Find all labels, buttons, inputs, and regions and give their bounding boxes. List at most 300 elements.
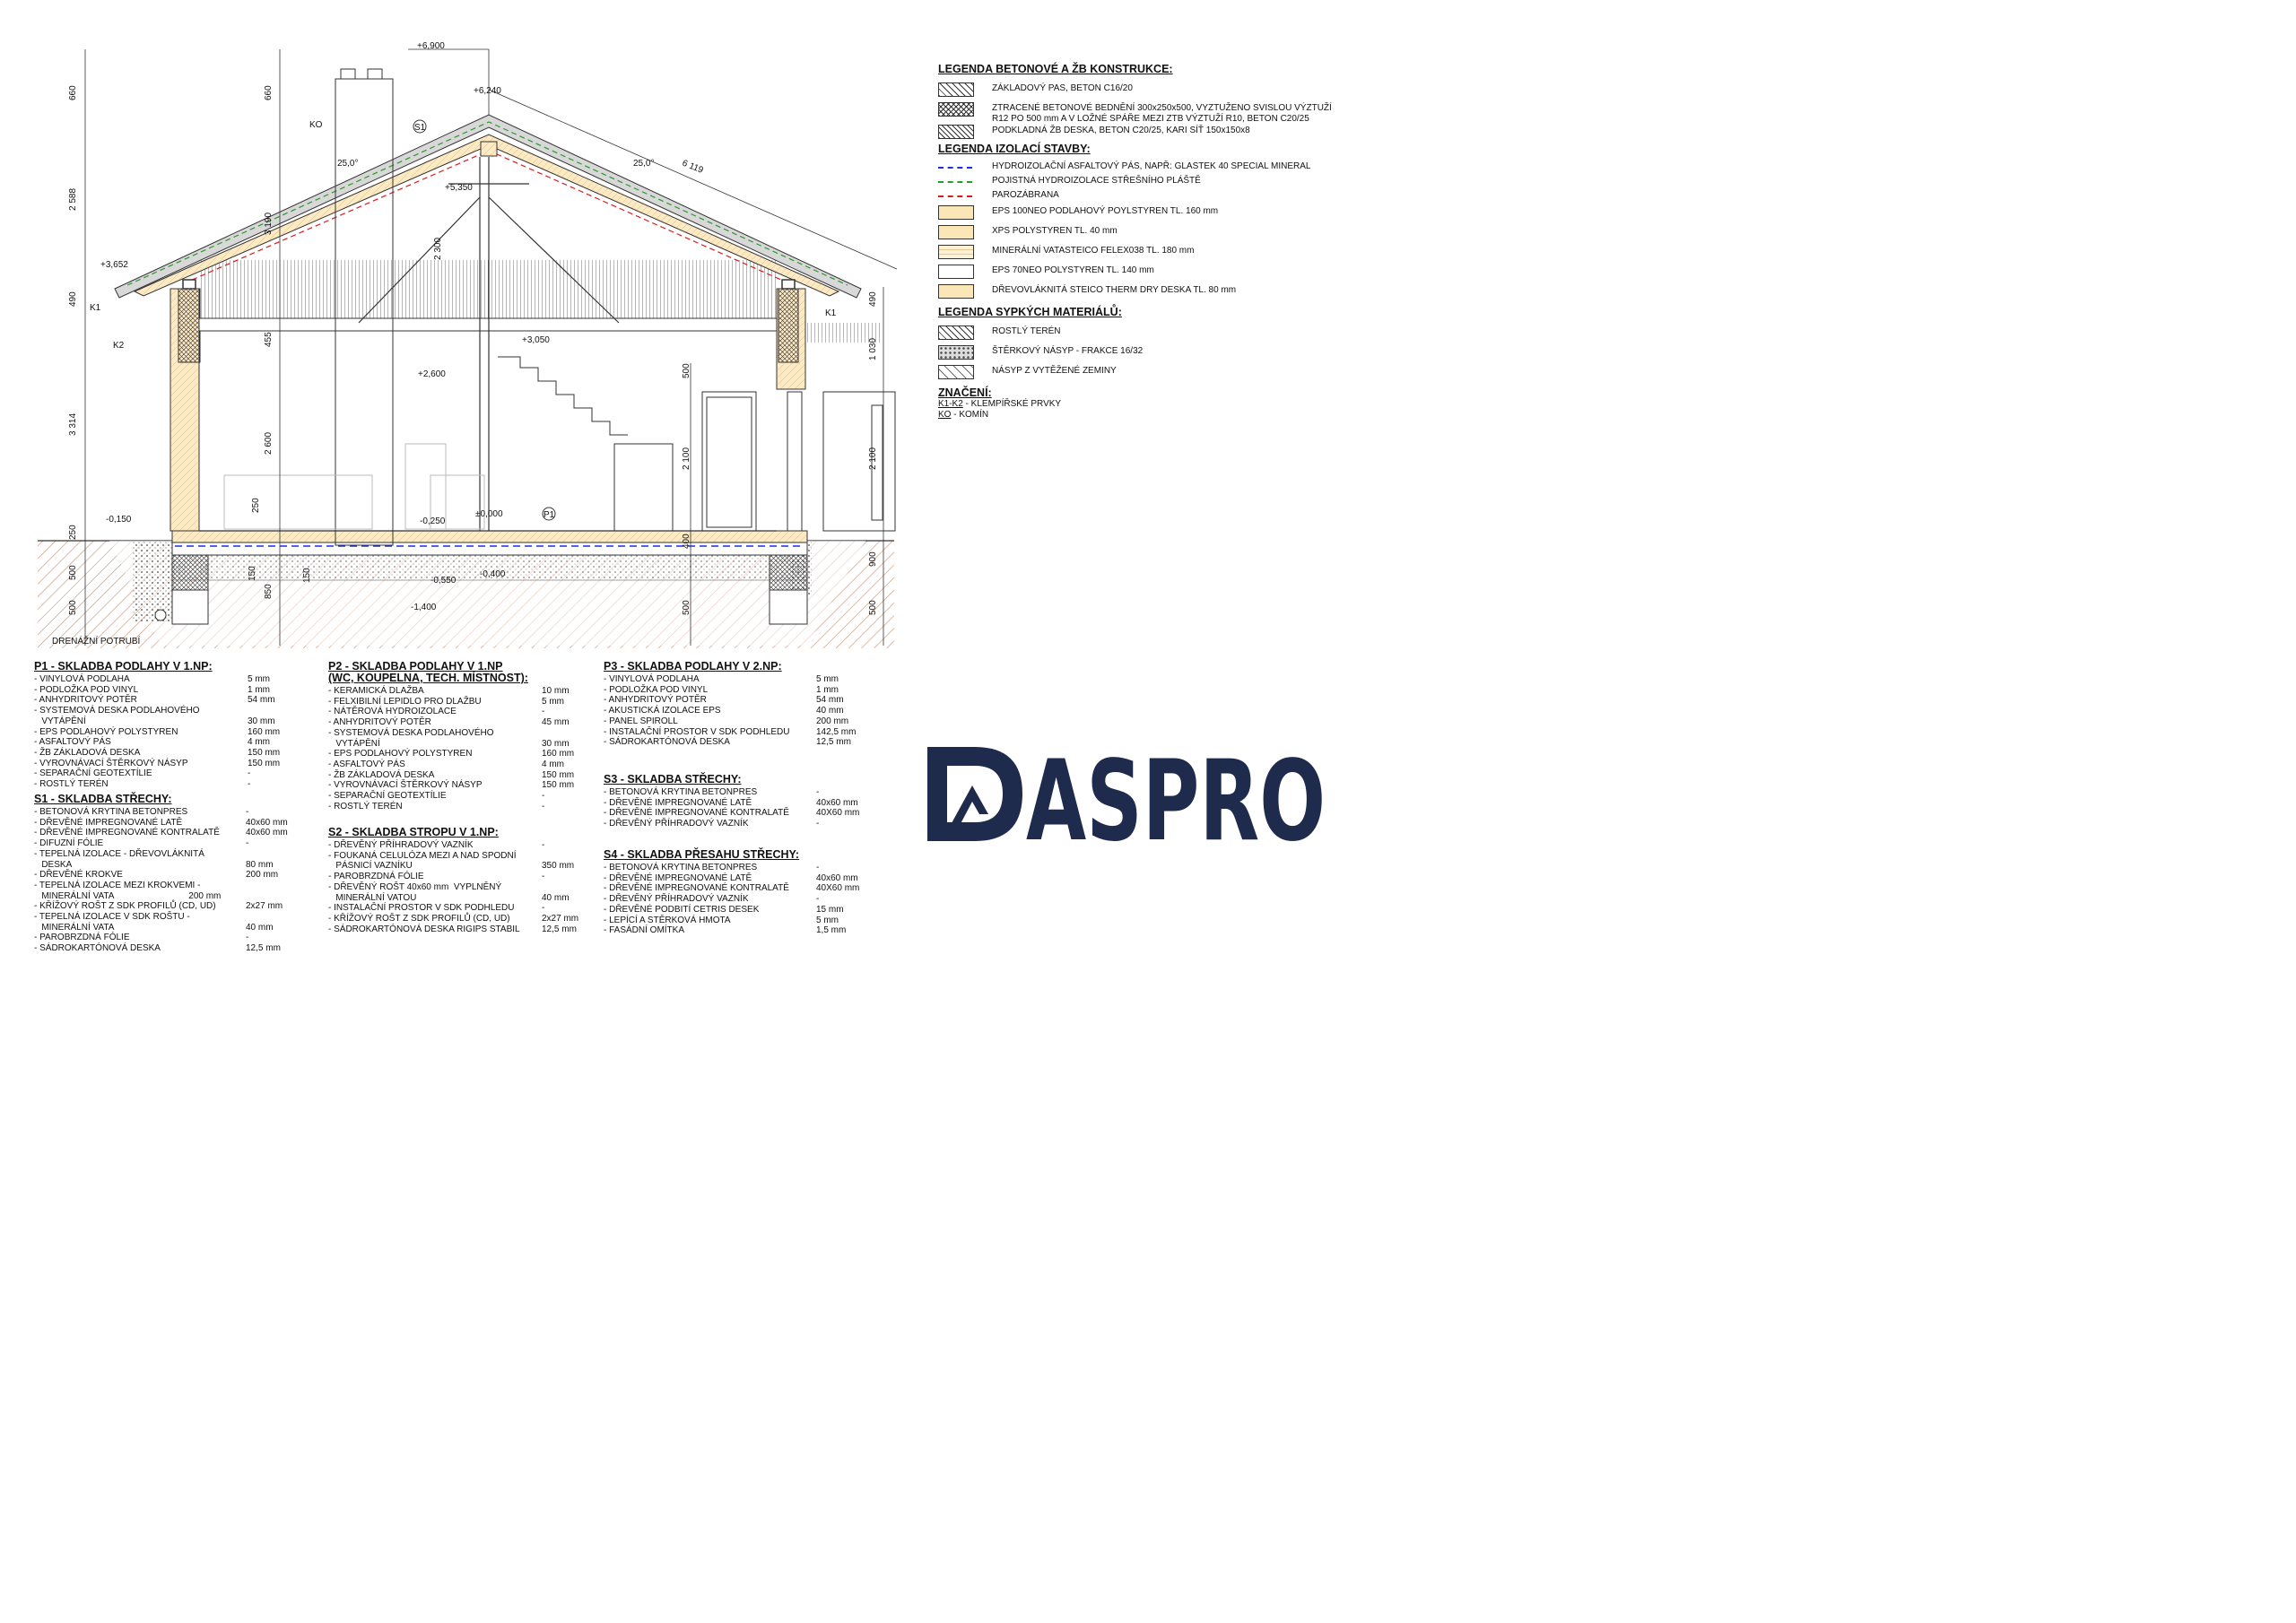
composition-row bbox=[328, 728, 597, 739]
label-drain-pipe: DRENÁŽNÍ POTRUBÍ bbox=[52, 637, 141, 647]
layer-name: - TEPELNÁ IZOLACE V SDK ROŠTU - bbox=[34, 912, 190, 923]
legend-swatch bbox=[938, 167, 972, 169]
layer-name: MINERÁLNÍ VATA 200 mm bbox=[34, 890, 222, 901]
composition-p1 bbox=[34, 661, 303, 790]
composition-row bbox=[34, 860, 303, 871]
layer-thickness: - bbox=[816, 894, 820, 905]
layer-name: VYTÁPĚNÍ bbox=[328, 738, 380, 749]
marker-s1: S1 bbox=[414, 123, 426, 133]
dim-center-8: 150 bbox=[302, 568, 312, 583]
layer-thickness: 40x60 mm bbox=[246, 817, 288, 828]
legend-item bbox=[938, 204, 1387, 223]
legend-item bbox=[938, 223, 1387, 243]
composition-p3 bbox=[604, 661, 873, 748]
legend-text: EPS 100NEO PODLAHOVÝ POYLSTYREN TL. 160 mm bbox=[992, 206, 1219, 216]
layer-thickness: 350 mm bbox=[542, 861, 575, 872]
composition-row bbox=[34, 891, 303, 902]
furniture bbox=[224, 444, 484, 529]
layer-name: - INSTALAČNÍ PROSTOR V SDK PODHLEDU bbox=[328, 903, 515, 914]
layer-thickness: - bbox=[816, 787, 820, 797]
legend-swatch bbox=[938, 181, 972, 183]
composition-row bbox=[328, 739, 597, 750]
layer-name: - TEPELNÁ IZOLACE MEZI KROKVEMI - bbox=[34, 880, 201, 890]
layer-name: - EPS PODLAHOVÝ POLYSTYREN bbox=[328, 749, 473, 759]
layer-thickness: 142,5 mm bbox=[816, 726, 857, 737]
layer-thickness: 200 mm bbox=[816, 716, 849, 726]
composition-row bbox=[604, 737, 873, 748]
layer-thickness: 150 mm bbox=[542, 780, 575, 791]
elevation-5350: +5,350 bbox=[445, 183, 473, 193]
layer-name: - DŘEVĚNÝ PŘÍHRADOVÝ VAZNÍK bbox=[604, 894, 749, 905]
composition-row bbox=[328, 697, 597, 707]
layer-name: - DŘEVĚNÉ IMPREGNOVANÉ KONTRALATĚ bbox=[604, 883, 789, 894]
composition-row bbox=[328, 791, 597, 802]
composition-row bbox=[328, 914, 597, 924]
composition-row bbox=[328, 802, 597, 812]
layer-name: - SEPARAČNÍ GEOTEXTÍLIE bbox=[328, 791, 447, 802]
composition-rows bbox=[328, 686, 597, 812]
layer-thickness: 160 mm bbox=[542, 749, 575, 759]
legend-insulation-title: LEGENDA IZOLACÍ STAVBY: bbox=[938, 143, 1091, 155]
legend bbox=[938, 63, 1387, 421]
layer-thickness: 40x60 mm bbox=[816, 797, 858, 808]
dim-left-4: 3 314 bbox=[68, 412, 78, 436]
legend-text: ROSTLÝ TERÉN bbox=[992, 326, 1061, 336]
layer-thickness: 40 mm bbox=[542, 892, 570, 903]
layer-thickness: 1 mm bbox=[816, 684, 839, 695]
daspro-logo bbox=[926, 737, 1329, 866]
layer-thickness: 40X60 mm bbox=[816, 808, 860, 819]
layer-name: - VYROVNÁVACÍ ŠTĚRKOVÝ NÁSYP bbox=[34, 758, 188, 768]
legend-text: PAROZÁBRANA bbox=[992, 190, 1059, 200]
composition-title: S3 - SKLADBA STŘECHY: bbox=[604, 773, 742, 785]
composition-s3 bbox=[604, 774, 873, 829]
elevation-3050: +3,050 bbox=[522, 335, 550, 345]
elevation-2600: +2,600 bbox=[418, 369, 446, 379]
layer-name: - TEPELNÁ IZOLACE - DŘEVOVLÁKNITÁ bbox=[34, 848, 204, 859]
legend-item bbox=[938, 343, 1387, 363]
layer-thickness: 54 mm bbox=[248, 695, 275, 706]
layer-name: - NÁTĚROVÁ HYDROIZOLACE bbox=[328, 707, 457, 717]
layer-thickness: 4 mm bbox=[248, 737, 270, 748]
legend-swatch bbox=[938, 82, 974, 97]
layer-thickness: 40X60 mm bbox=[816, 883, 860, 894]
elevation-0400: -0,400 bbox=[480, 569, 506, 579]
composition-row bbox=[604, 925, 873, 936]
legend-item bbox=[938, 81, 1387, 100]
legend-swatch bbox=[938, 125, 974, 139]
layer-name: - ANHYDRITOVÝ POTĚR bbox=[604, 695, 707, 706]
layer-name: - DŘEVĚNÉ IMPREGNOVANÉ LATĚ bbox=[604, 797, 752, 808]
composition-row bbox=[34, 818, 303, 829]
layer-name: - EPS PODLAHOVÝ POLYSTYREN bbox=[34, 726, 178, 737]
layer-name: - PAROBRZDNÁ FÓLIE bbox=[34, 933, 130, 943]
layer-thickness: 5 mm bbox=[816, 674, 839, 684]
composition-row bbox=[328, 861, 597, 872]
layer-name: - PODLOŽKA POD VINYL bbox=[34, 684, 139, 695]
building-section-drawing bbox=[0, 0, 897, 655]
layer-thickness: 30 mm bbox=[542, 738, 570, 749]
dim-right-4: 2 100 bbox=[682, 447, 691, 470]
composition-row bbox=[328, 840, 597, 851]
layer-name: - ANHYDRITOVÝ POTĚR bbox=[328, 717, 431, 728]
layer-thickness: 10 mm bbox=[542, 686, 570, 696]
layer-name: - SYSTEMOVÁ DESKA PODLAHOVÉHO bbox=[34, 706, 200, 716]
doors-windows bbox=[702, 392, 895, 531]
layer-thickness: 80 mm bbox=[246, 859, 274, 870]
layer-name: - BETONOVÁ KRYTINA BETONPRES bbox=[604, 787, 758, 797]
dim-center-2: 3 190 bbox=[264, 212, 274, 235]
layer-thickness: - bbox=[542, 840, 545, 850]
composition-row bbox=[604, 716, 873, 727]
layer-name: - ROSTLÝ TERÉN bbox=[34, 779, 109, 790]
layer-name: - DŘEVĚNÝ PŘÍHRADOVÝ VAZNÍK bbox=[604, 819, 749, 829]
composition-row bbox=[34, 768, 303, 779]
layer-name: - AKUSTICKÁ IZOLACE EPS bbox=[604, 706, 721, 716]
composition-title: S2 - SKLADBA STROPU V 1.NP: bbox=[328, 826, 499, 838]
composition-row bbox=[604, 695, 873, 706]
dim-center-7: 850 bbox=[264, 584, 274, 599]
legend-swatch bbox=[938, 225, 974, 239]
dim-right-7: 900 bbox=[868, 551, 878, 567]
roof-angle-left: 25,0° bbox=[337, 159, 359, 169]
dim-left-1: 660 bbox=[68, 85, 78, 100]
marks-title: ZNAČENÍ: bbox=[938, 386, 992, 399]
legend-item bbox=[938, 123, 1387, 143]
composition-title: P2 - SKLADBA PODLAHY V 1.NP bbox=[328, 660, 503, 673]
layer-name: - DŘEVĚNÝ ROŠT 40x60 mm VYPLNĚNÝ bbox=[328, 881, 502, 892]
mark-item bbox=[938, 399, 1387, 410]
layer-name: - DŘEVĚNÉ KROKVE bbox=[34, 870, 123, 881]
composition-row bbox=[34, 807, 303, 818]
composition-row bbox=[34, 695, 303, 706]
elevation-0150: -0,150 bbox=[106, 515, 132, 525]
legend-swatch bbox=[938, 245, 974, 259]
composition-title: S1 - SKLADBA STŘECHY: bbox=[34, 793, 172, 805]
elevation-0550: -0,550 bbox=[430, 576, 457, 586]
dim-right-6: 500 bbox=[682, 600, 691, 615]
composition-title: P1 - SKLADBA PODLAHY V 1.NP: bbox=[34, 660, 213, 673]
composition-p2 bbox=[328, 661, 597, 812]
legend-text: DŘEVOVLÁKNITÁ STEICO THERM DRY DESKA TL. 80 mm bbox=[992, 285, 1237, 295]
composition-row bbox=[34, 759, 303, 769]
layer-name: - VINYLOVÁ PODLAHA bbox=[604, 674, 700, 684]
layer-name: - VINYLOVÁ PODLAHA bbox=[34, 674, 130, 684]
layer-name: - FELXIBILNÍ LEPIDLO PRO DLAŽBU bbox=[328, 696, 482, 707]
layer-name: - PANEL SPIROLL bbox=[604, 716, 678, 726]
layer-name: - PAROBRZDNÁ FÓLIE bbox=[328, 872, 424, 882]
composition-rows bbox=[34, 807, 303, 954]
elevation-1400: -1,400 bbox=[411, 603, 437, 612]
legend-item bbox=[938, 243, 1387, 263]
composition-row bbox=[34, 716, 303, 727]
legend-swatch bbox=[938, 265, 974, 279]
layer-thickness: - bbox=[246, 933, 249, 943]
composition-row bbox=[604, 863, 873, 873]
layer-name: DESKA bbox=[34, 859, 73, 870]
composition-row bbox=[328, 851, 597, 862]
composition-row bbox=[34, 828, 303, 838]
legend-text-line2: R12 PO 500 mm A V LOŽNÉ SPÁŘE MEZI ZTB VÝZTUŽÍ R10, BETON C20/25 bbox=[992, 114, 1309, 124]
layer-thickness: 30 mm bbox=[248, 716, 275, 726]
layer-thickness: 40x60 mm bbox=[816, 872, 858, 883]
composition-row bbox=[328, 749, 597, 759]
elevation-0250: -0,250 bbox=[420, 516, 446, 526]
layer-name: - DŘEVĚNÉ IMPREGNOVANÉ LATĚ bbox=[604, 872, 752, 883]
layer-thickness: 12,5 mm bbox=[542, 924, 577, 934]
layer-thickness: 40 mm bbox=[246, 922, 274, 933]
layer-name: - KERAMICKÁ DLAŽBA bbox=[328, 686, 424, 696]
composition-title-2: (WC, KOUPELNA, TECH. MÍSTNOST): bbox=[328, 672, 528, 684]
layer-name: - DŘEVĚNÝ PŘÍHRADOVÝ VAZNÍK bbox=[328, 840, 474, 850]
layer-thickness: 2x27 mm bbox=[542, 913, 579, 924]
layer-name: - INSTALAČNÍ PROSTOR V SDK PODHLEDU bbox=[604, 726, 790, 737]
layer-thickness: - bbox=[246, 838, 249, 849]
composition-rows bbox=[604, 787, 873, 829]
layer-thickness: - bbox=[248, 779, 251, 790]
layer-thickness: - bbox=[542, 872, 545, 882]
layer-name: - KŘÍŽOVÝ ROŠT Z SDK PROFILŮ (CD, UD) bbox=[34, 901, 216, 912]
composition-title: P3 - SKLADBA PODLAHY V 2.NP: bbox=[604, 660, 782, 673]
legend-swatch bbox=[938, 195, 972, 197]
layer-name: - DŘEVĚNÉ PODBITÍ CETRIS DESEK bbox=[604, 904, 760, 915]
composition-row bbox=[604, 685, 873, 696]
layer-thickness: - bbox=[816, 819, 820, 829]
layer-name: - ASFALTOVÝ PÁS bbox=[328, 759, 405, 769]
legend-item bbox=[938, 363, 1387, 383]
composition-row bbox=[604, 706, 873, 716]
layer-thickness: - bbox=[542, 801, 545, 812]
truss bbox=[359, 157, 619, 531]
composition-row bbox=[34, 870, 303, 881]
dim-right-2: 1 030 bbox=[868, 337, 878, 360]
label-k1-right: K1 bbox=[825, 308, 837, 318]
elevation-6240: +6,240 bbox=[474, 86, 501, 96]
composition-row bbox=[604, 905, 873, 916]
composition-row bbox=[604, 916, 873, 926]
legend-item bbox=[938, 175, 1387, 189]
marker-p1: P1 bbox=[544, 510, 555, 520]
composition-row bbox=[34, 674, 303, 685]
layer-thickness: 5 mm bbox=[816, 915, 839, 925]
composition-title: S4 - SKLADBA PŘESAHU STŘECHY: bbox=[604, 848, 800, 861]
composition-row bbox=[34, 685, 303, 696]
composition-row bbox=[328, 770, 597, 781]
layer-name: - SÁDROKARTÓNOVÁ DESKA bbox=[34, 943, 161, 954]
legend-swatch bbox=[938, 205, 974, 220]
layer-thickness: 40 mm bbox=[816, 706, 844, 716]
layer-name: - FASÁDNÍ OMÍTKA bbox=[604, 925, 685, 936]
elevation-6900: +6,900 bbox=[417, 41, 445, 51]
layer-name: VYTÁPĚNÍ bbox=[34, 716, 86, 726]
composition-row bbox=[328, 759, 597, 770]
composition-rows bbox=[604, 674, 873, 748]
layer-thickness: - bbox=[246, 807, 249, 817]
composition-row bbox=[328, 893, 597, 904]
composition-row bbox=[604, 819, 873, 829]
layer-thickness: - bbox=[542, 707, 545, 717]
composition-row bbox=[328, 717, 597, 728]
legend-text: EPS 70NEO POLYSTYREN TL. 140 mm bbox=[992, 265, 1154, 275]
legend-item bbox=[938, 100, 1387, 123]
composition-row bbox=[34, 881, 303, 891]
layer-thickness: 150 mm bbox=[248, 747, 281, 758]
legend-swatch bbox=[938, 325, 974, 340]
legend-item bbox=[938, 282, 1387, 302]
layer-name: - DŘEVĚNÉ IMPREGNOVANÉ LATĚ bbox=[34, 817, 183, 828]
layer-name: MINERÁLNÍ VATOU bbox=[328, 892, 417, 903]
layer-thickness: - bbox=[248, 768, 251, 779]
legend-concrete-title: LEGENDA BETONOVÉ A ŽB KONSTRUKCE: bbox=[938, 63, 1173, 75]
composition-row bbox=[328, 903, 597, 914]
dim-center-1: 660 bbox=[264, 85, 274, 100]
composition-row bbox=[34, 933, 303, 943]
legend-text: ŠTĚRKOVÝ NÁSYP - FRAKCE 16/32 bbox=[992, 346, 1144, 356]
dim-right-3: 500 bbox=[682, 363, 691, 378]
dim-right-9: 2 100 bbox=[868, 447, 878, 470]
layer-name: - SYSTEMOVÁ DESKA PODLAHOVÉHO bbox=[328, 727, 494, 738]
dim-left-2: 2 588 bbox=[68, 187, 78, 211]
layer-thickness: 5 mm bbox=[542, 696, 564, 707]
legend-swatch bbox=[938, 284, 974, 299]
layer-name: - DŘEVĚNÉ IMPREGNOVANÉ KONTRALATĚ bbox=[604, 808, 789, 819]
legend-item bbox=[938, 263, 1387, 282]
dim-left-3: 490 bbox=[68, 291, 78, 307]
layer-thickness: 45 mm bbox=[542, 717, 570, 728]
dim-left-5: 250 bbox=[68, 525, 78, 540]
composition-row bbox=[328, 882, 597, 893]
composition-row bbox=[604, 798, 873, 809]
composition-row bbox=[328, 686, 597, 697]
layer-thickness: 2x27 mm bbox=[246, 901, 283, 912]
composition-row bbox=[34, 923, 303, 933]
composition-row bbox=[34, 849, 303, 860]
legend-text: PODKLADNÁ ŽB DESKA, BETON C20/25, KARI SÍŤ 150x150x8 bbox=[992, 126, 1250, 135]
layer-name: MINERÁLNÍ VATA bbox=[34, 922, 115, 933]
composition-row bbox=[34, 838, 303, 849]
layer-name: - PODLOŽKA POD VINYL bbox=[604, 684, 709, 695]
legend-item bbox=[938, 324, 1387, 343]
composition-s1 bbox=[34, 794, 303, 954]
composition-row bbox=[604, 808, 873, 819]
mark-item bbox=[938, 410, 1387, 421]
elevation-3652: +3,652 bbox=[100, 260, 128, 270]
legend-bulk-title: LEGENDA SYPKÝCH MATERIÁLŮ: bbox=[938, 306, 1122, 318]
legend-swatch bbox=[938, 102, 974, 117]
composition-s4 bbox=[604, 849, 873, 936]
composition-row bbox=[604, 727, 873, 738]
composition-row bbox=[604, 894, 873, 905]
layer-thickness: 1 mm bbox=[248, 684, 270, 695]
layer-name: - SEPARAČNÍ GEOTEXTÍLIE bbox=[34, 768, 152, 779]
dim-right-5: 400 bbox=[682, 534, 691, 549]
composition-row bbox=[328, 924, 597, 935]
layer-thickness: 12,5 mm bbox=[816, 737, 851, 748]
dim-center-9: 2 300 bbox=[433, 237, 443, 260]
composition-rows bbox=[604, 863, 873, 936]
composition-row bbox=[34, 912, 303, 923]
layer-thickness: 150 mm bbox=[542, 769, 575, 780]
layer-thickness: 40x60 mm bbox=[246, 828, 288, 838]
roof-length: 6 119 bbox=[680, 158, 705, 176]
layer-name: - BETONOVÁ KRYTINA BETONPRES bbox=[604, 863, 758, 872]
composition-row bbox=[328, 872, 597, 882]
dim-left-7: 500 bbox=[68, 600, 78, 615]
mark-text: - KLEMPÍŘSKÉ PRVKY bbox=[962, 399, 1062, 409]
legend-text: MINERÁLNÍ VATASTEICO FELEX038 TL. 180 mm bbox=[992, 246, 1195, 256]
composition-row bbox=[34, 748, 303, 759]
layer-thickness: 1,5 mm bbox=[816, 925, 847, 936]
composition-row bbox=[34, 779, 303, 790]
layer-name: - ŽB ZÁKLADOVÁ DESKA bbox=[34, 747, 141, 758]
layer-thickness: - bbox=[542, 903, 545, 914]
layer-name: - FOUKANÁ CELULÓZA MEZI A NAD SPODNÍ bbox=[328, 850, 517, 861]
layer-name: - BETONOVÁ KRYTINA BETONPRES bbox=[34, 807, 188, 817]
dim-right-8: 500 bbox=[868, 600, 878, 615]
mark-text: - KOMÍN bbox=[951, 410, 989, 420]
composition-row bbox=[604, 883, 873, 894]
composition-row bbox=[328, 707, 597, 717]
legend-swatch bbox=[938, 365, 974, 379]
composition-row bbox=[34, 706, 303, 716]
legend-text: XPS POLYSTYREN TL. 40 mm bbox=[992, 226, 1118, 236]
marks-list bbox=[938, 399, 1387, 421]
layer-thickness: 150 mm bbox=[248, 758, 281, 768]
layer-thickness: 12,5 mm bbox=[246, 943, 281, 954]
layer-name: - VYROVNÁVACÍ ŠTĚRKOVÝ NÁSYP bbox=[328, 780, 483, 791]
composition-rows bbox=[34, 674, 303, 790]
layer-name: - SÁDROKARTÓNOVÁ DESKA bbox=[604, 737, 730, 748]
composition-row bbox=[34, 737, 303, 748]
dim-center-5: 250 bbox=[251, 498, 261, 513]
layer-thickness: - bbox=[816, 863, 820, 872]
layer-name: - SÁDROKARTÓNOVÁ DESKA RIGIPS STABIL bbox=[328, 924, 520, 934]
label-k2: K2 bbox=[113, 341, 125, 351]
composition-row bbox=[34, 901, 303, 912]
dim-right-1: 490 bbox=[868, 291, 878, 307]
layer-thickness: 54 mm bbox=[816, 695, 844, 706]
dim-left-6: 500 bbox=[68, 565, 78, 580]
label-ko: KO bbox=[309, 120, 323, 130]
mark-code: KO bbox=[938, 410, 952, 420]
dim-center-3: 455 bbox=[264, 332, 274, 347]
layer-name: - DŘEVĚNÉ IMPREGNOVANÉ KONTRALATĚ bbox=[34, 828, 220, 838]
composition-row bbox=[328, 780, 597, 791]
legend-item bbox=[938, 189, 1387, 204]
composition-row bbox=[604, 787, 873, 798]
composition-rows bbox=[328, 840, 597, 934]
elevation-0000: ±0,000 bbox=[475, 509, 503, 519]
dim-center-6: 150 bbox=[248, 566, 257, 581]
layer-thickness: 15 mm bbox=[816, 904, 844, 915]
layer-name: - ROSTLÝ TERÉN bbox=[328, 801, 403, 812]
legend-text: POJISTNÁ HYDROIZOLACE STŘEŠNÍHO PLÁŠTĚ bbox=[992, 176, 1201, 186]
composition-row bbox=[604, 674, 873, 685]
layer-name: PÁSNICÍ VAZNÍKU bbox=[328, 861, 413, 872]
logo-text: ASPRO bbox=[1026, 737, 1326, 866]
layer-thickness: - bbox=[542, 791, 545, 802]
legend-text-line1: ZTRACENÉ BETONOVÉ BEDNĚNÍ 300x250x500, VYZTUŽENO SVISLOU VÝZTUŽÍ bbox=[992, 103, 1332, 113]
label-k1-left: K1 bbox=[90, 303, 101, 313]
mark-code: K1-K2 bbox=[938, 399, 963, 409]
composition-row bbox=[34, 727, 303, 738]
composition-s2 bbox=[328, 827, 597, 934]
legend-text: NÁSYP Z VYTĚŽENÉ ZEMINY bbox=[992, 366, 1117, 376]
layer-name: - ANHYDRITOVÝ POTĚR bbox=[34, 695, 137, 706]
layer-name: - ŽB ZÁKLADOVÁ DESKA bbox=[328, 769, 435, 780]
legend-text: HYDROIZOLAČNÍ ASFALTOVÝ PÁS, NAPŘ: GLASTEK 40 SPECIAL MINERAL bbox=[992, 161, 1311, 171]
layer-name: - LEPÍCÍ A STĚRKOVÁ HMOTA bbox=[604, 915, 731, 925]
